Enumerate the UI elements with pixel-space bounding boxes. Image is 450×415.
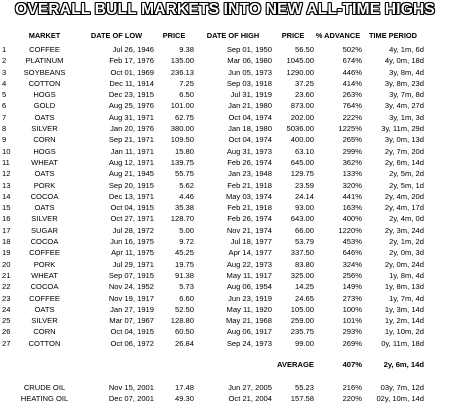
average-period: 2y, 6m, 14d bbox=[383, 360, 424, 370]
row-price-high: 23.59 bbox=[294, 180, 314, 190]
row-market: HEATING OIL bbox=[20, 394, 69, 404]
header-time-period: TIME PERIOD bbox=[368, 31, 418, 40]
row-period: 2y, 3m, 24d bbox=[384, 225, 424, 235]
table-row bbox=[2, 44, 424, 55]
row-price-high: 63.10 bbox=[294, 146, 314, 156]
row-advance: 293% bbox=[342, 327, 362, 337]
row-period: 3y, 0m, 13d bbox=[384, 135, 424, 145]
table-row bbox=[2, 293, 424, 304]
row-period: 1y, 8m, 13d bbox=[384, 282, 424, 292]
row-advance: 400% bbox=[342, 214, 362, 224]
row-date-low: Feb 17, 1976 bbox=[109, 56, 154, 66]
row-advance: 324% bbox=[342, 259, 362, 269]
row-index: 18 bbox=[2, 237, 11, 247]
row-market: PORK bbox=[33, 180, 56, 190]
row-date-high: Aug 22, 1973 bbox=[226, 259, 272, 269]
row-date-low: Jan 27, 1919 bbox=[110, 304, 154, 314]
table-row bbox=[2, 270, 424, 281]
row-date-high: Feb 26, 1974 bbox=[227, 214, 272, 224]
row-period: 3y, 8m, 23d bbox=[384, 78, 424, 88]
row-advance: 1220% bbox=[338, 225, 362, 235]
row-price-high: 1045.00 bbox=[286, 56, 314, 66]
row-index: 27 bbox=[2, 338, 11, 348]
table-row bbox=[2, 157, 424, 168]
row-market: OATS bbox=[34, 169, 55, 179]
row-date-low: Jul 26, 1946 bbox=[112, 45, 154, 54]
header-date-of-low: DATE OF LOW bbox=[90, 31, 143, 40]
table-row bbox=[2, 168, 424, 179]
row-date-high: Feb 21, 1918 bbox=[227, 180, 272, 190]
row-price-low: 380.00 bbox=[170, 124, 194, 134]
row-advance: 320% bbox=[342, 180, 362, 190]
row-index: 5 bbox=[2, 90, 7, 100]
row-date-low: Oct 06, 1972 bbox=[110, 338, 154, 348]
row-advance: 100% bbox=[342, 304, 362, 314]
table-row bbox=[2, 67, 424, 78]
header-market: MARKET bbox=[28, 31, 61, 40]
row-date-low: Mar 07, 1967 bbox=[109, 316, 154, 326]
row-price-low: 45.25 bbox=[174, 248, 194, 258]
row-date-high: Jun 05, 1973 bbox=[228, 67, 272, 77]
row-index: 1 bbox=[2, 45, 7, 54]
row-market: SILVER bbox=[31, 214, 58, 224]
table-extra-rows bbox=[2, 382, 424, 405]
row-market: HOGS bbox=[33, 90, 56, 100]
row-index: 20 bbox=[2, 259, 11, 269]
row-date-high: Oct 21, 2004 bbox=[228, 394, 272, 404]
row-period: 3y, 8m, 4d bbox=[389, 67, 424, 77]
row-price-high: 1290.00 bbox=[286, 67, 314, 77]
table-row bbox=[2, 134, 424, 145]
row-price-low: 6.60 bbox=[179, 293, 194, 303]
row-price-low: 101.00 bbox=[170, 101, 194, 111]
row-advance: 446% bbox=[342, 67, 362, 77]
row-index: 3 bbox=[2, 67, 7, 77]
row-price-high: 93.00 bbox=[294, 203, 314, 213]
row-index bbox=[2, 382, 16, 393]
row-price-high: 645.00 bbox=[290, 157, 314, 167]
row-price-low: 35.38 bbox=[174, 203, 194, 213]
table-row bbox=[2, 315, 424, 326]
row-price-low: 139.75 bbox=[170, 157, 194, 167]
table-row bbox=[2, 236, 424, 247]
row-price-low: 236.13 bbox=[170, 67, 194, 77]
row-date-low: Nov 19, 1917 bbox=[108, 293, 154, 303]
row-date-low: Oct 01, 1969 bbox=[110, 67, 154, 77]
table-row bbox=[2, 112, 424, 123]
row-advance: 502% bbox=[342, 45, 362, 54]
row-price-high: 37.25 bbox=[294, 78, 314, 88]
row-price-low: 62.75 bbox=[174, 112, 194, 122]
row-index: 12 bbox=[2, 169, 11, 179]
row-advance: 362% bbox=[342, 157, 362, 167]
row-index: 24 bbox=[2, 304, 11, 314]
row-date-high: Nov 21, 1974 bbox=[226, 225, 272, 235]
row-date-low: Dec 13, 1971 bbox=[108, 191, 154, 201]
row-price-high: 23.60 bbox=[294, 90, 314, 100]
row-price-high: 66.00 bbox=[294, 225, 314, 235]
row-period: 2y, 4m, 20d bbox=[384, 191, 424, 201]
row-period: 1y, 2m, 14d bbox=[384, 316, 424, 326]
row-index: 10 bbox=[2, 146, 11, 156]
table-row bbox=[2, 225, 424, 236]
row-period: 2y, 6m, 14d bbox=[384, 157, 424, 167]
row-date-low: Jul 28, 1972 bbox=[112, 225, 154, 235]
row-index: 25 bbox=[2, 316, 11, 326]
table-row bbox=[2, 326, 424, 337]
row-date-low: Dec 07, 2001 bbox=[108, 394, 154, 404]
row-period: 2y, 5m, 1d bbox=[389, 180, 424, 190]
table-row bbox=[2, 146, 424, 157]
row-date-high: Jul 18, 1977 bbox=[230, 237, 272, 247]
table-row bbox=[2, 213, 424, 224]
row-date-high: Jul 31, 1919 bbox=[230, 90, 272, 100]
row-date-low: Sep 20, 1915 bbox=[108, 180, 154, 190]
page-title: OVERALL BULL MARKETS INTO NEW ALL-TIME HIGHS bbox=[15, 1, 435, 18]
row-advance: 453% bbox=[342, 237, 362, 247]
row-price-low: 60.50 bbox=[174, 327, 194, 337]
row-advance: 764% bbox=[342, 101, 362, 111]
header-date-of-high: DATE OF HIGH bbox=[206, 31, 260, 40]
header-price-low: PRICE bbox=[162, 31, 186, 40]
row-date-high: May 11, 1920 bbox=[226, 304, 272, 314]
header-index bbox=[2, 30, 16, 44]
row-price-high: 400.00 bbox=[290, 135, 314, 145]
row-index: 13 bbox=[2, 180, 11, 190]
row-index: 17 bbox=[2, 225, 11, 235]
table-row bbox=[2, 123, 424, 134]
table-row bbox=[2, 382, 424, 393]
average-row bbox=[2, 358, 424, 372]
row-date-low: Dec 11, 1914 bbox=[109, 78, 154, 88]
row-market: HOGS bbox=[33, 146, 56, 156]
row-period: 02y, 10m, 14d bbox=[376, 394, 424, 404]
row-market: SOYBEANS bbox=[23, 67, 66, 77]
row-period: 1y, 8m, 4d bbox=[389, 270, 424, 280]
row-market: OATS bbox=[34, 304, 55, 314]
row-advance: 299% bbox=[342, 146, 362, 156]
table-row bbox=[2, 247, 424, 258]
row-date-low: Oct 27, 1971 bbox=[110, 214, 154, 224]
row-period: 2y, 0m, 3d bbox=[389, 248, 424, 258]
row-advance: 646% bbox=[342, 248, 362, 258]
table-row bbox=[2, 393, 424, 404]
row-price-high: 129.75 bbox=[290, 169, 314, 179]
row-index: 22 bbox=[2, 282, 11, 292]
row-period: 4y, 1m, 6d bbox=[389, 45, 424, 54]
row-date-high: Jan 21, 1980 bbox=[228, 101, 272, 111]
row-date-low: Dec 23, 1915 bbox=[108, 90, 154, 100]
row-price-low: 109.50 bbox=[170, 135, 194, 145]
row-date-high: Feb 26, 1974 bbox=[227, 157, 272, 167]
row-advance: 149% bbox=[342, 282, 362, 292]
table-row bbox=[2, 338, 424, 349]
row-date-high: Oct 04, 1974 bbox=[228, 112, 272, 122]
row-price-low: 6.50 bbox=[179, 90, 194, 100]
row-market: OATS bbox=[34, 112, 55, 122]
row-price-low: 5.00 bbox=[179, 225, 194, 235]
table-row bbox=[2, 100, 424, 111]
row-price-low: 5.73 bbox=[179, 282, 194, 292]
row-date-low: Sep 21, 1971 bbox=[108, 135, 154, 145]
row-date-low: Oct 04, 1915 bbox=[110, 203, 154, 213]
row-price-low: 55.75 bbox=[174, 169, 194, 179]
row-price-high: 53.79 bbox=[294, 237, 314, 247]
row-advance: 1225% bbox=[338, 124, 362, 134]
table-summary bbox=[2, 349, 424, 382]
spacer-row bbox=[2, 372, 424, 382]
row-price-low: 128.80 bbox=[170, 316, 194, 326]
table-row bbox=[2, 259, 424, 270]
row-price-high: 56.50 bbox=[294, 45, 314, 54]
row-index: 14 bbox=[2, 191, 11, 201]
table-row bbox=[2, 304, 424, 315]
table-row bbox=[2, 89, 424, 100]
row-date-high: Sep 03, 1918 bbox=[226, 78, 272, 88]
row-market: PLATINUM bbox=[25, 56, 64, 66]
row-price-low: 17.48 bbox=[174, 383, 194, 393]
row-index: 21 bbox=[2, 270, 11, 280]
row-market: CRUDE OIL bbox=[23, 383, 66, 393]
row-date-low: Nov 24, 1952 bbox=[108, 282, 154, 292]
row-market: COCOA bbox=[30, 191, 59, 201]
table-row bbox=[2, 55, 424, 66]
row-market: COTTON bbox=[28, 338, 61, 348]
row-period: 2y, 7m, 20d bbox=[384, 146, 424, 156]
row-market: COCOA bbox=[30, 282, 59, 292]
row-price-low: 4.46 bbox=[179, 191, 194, 201]
row-period: 1y, 7m, 4d bbox=[389, 293, 424, 303]
row-market: COFFEE bbox=[29, 45, 60, 54]
row-date-high: Mar 06, 1980 bbox=[227, 56, 272, 66]
row-price-low: 9.72 bbox=[179, 237, 194, 247]
row-market: COFFEE bbox=[29, 248, 60, 258]
row-date-high: Aug 06, 1917 bbox=[226, 327, 272, 337]
row-price-high: 105.00 bbox=[290, 304, 314, 314]
row-date-high: Jun 27, 2005 bbox=[228, 383, 272, 393]
row-advance: 414% bbox=[342, 78, 362, 88]
row-date-low: Aug 21, 1945 bbox=[108, 169, 154, 179]
row-date-low: Jun 16, 1975 bbox=[110, 237, 154, 247]
row-advance: 133% bbox=[342, 169, 362, 179]
row-period: 2y, 5m, 2d bbox=[389, 169, 424, 179]
row-index bbox=[2, 393, 16, 404]
row-date-high: Sep 24, 1973 bbox=[226, 338, 272, 348]
row-advance: 256% bbox=[342, 270, 362, 280]
row-date-low: Aug 31, 1971 bbox=[108, 112, 154, 122]
row-index: 23 bbox=[2, 293, 11, 303]
row-index: 11 bbox=[2, 157, 10, 167]
row-period: 1y, 10m, 2d bbox=[384, 327, 424, 337]
row-advance: 101% bbox=[342, 316, 362, 326]
row-price-low: 19.75 bbox=[174, 259, 194, 269]
row-price-low: 26.84 bbox=[174, 338, 194, 348]
row-date-low: Oct 04, 1915 bbox=[110, 327, 154, 337]
row-date-high: Jun 23, 1919 bbox=[228, 293, 272, 303]
row-price-low: 128.70 bbox=[170, 214, 194, 224]
row-index: 19 bbox=[2, 248, 11, 258]
row-index: 2 bbox=[2, 56, 7, 66]
row-date-high: Jan 23, 1948 bbox=[228, 169, 272, 179]
row-price-high: 202.00 bbox=[290, 112, 314, 122]
row-date-high: Sep 01, 1950 bbox=[226, 45, 272, 54]
row-date-high: May 21, 1968 bbox=[225, 316, 272, 326]
row-advance: 163% bbox=[342, 203, 362, 213]
row-index: 15 bbox=[2, 203, 11, 213]
row-period: 3y, 11m, 29d bbox=[381, 124, 424, 134]
row-price-high: 55.23 bbox=[294, 383, 314, 393]
row-period: 3y, 4m, 27d bbox=[384, 101, 424, 111]
row-market: SILVER bbox=[31, 124, 58, 134]
row-price-high: 83.80 bbox=[294, 259, 314, 269]
row-date-high: Apr 14, 1977 bbox=[228, 248, 272, 258]
table-row bbox=[2, 202, 424, 213]
row-price-low: 49.30 bbox=[174, 394, 194, 404]
row-market: COTTON bbox=[28, 78, 61, 88]
row-advance: 222% bbox=[342, 112, 362, 122]
row-date-low: Nov 15, 2001 bbox=[108, 383, 154, 393]
row-advance: 263% bbox=[342, 90, 362, 100]
row-advance: 216% bbox=[342, 383, 362, 393]
row-date-low: Apr 11, 1975 bbox=[111, 248, 154, 258]
row-price-low: 52.50 bbox=[174, 304, 194, 314]
row-price-high: 235.75 bbox=[290, 327, 314, 337]
row-market: PORK bbox=[33, 259, 56, 269]
table-body bbox=[2, 44, 424, 349]
row-date-high: Aug 31, 1973 bbox=[226, 146, 272, 156]
row-advance: 220% bbox=[342, 394, 362, 404]
row-date-low: Aug 25, 1976 bbox=[108, 101, 154, 111]
row-price-low: 9.38 bbox=[179, 45, 194, 54]
row-market: CORN bbox=[33, 135, 56, 145]
table-row bbox=[2, 78, 424, 89]
row-date-low: Jul 29, 1971 bbox=[112, 259, 154, 269]
row-price-low: 7.25 bbox=[179, 78, 194, 88]
row-price-low: 135.00 bbox=[170, 56, 194, 66]
header-advance: % ADVANCE bbox=[315, 31, 361, 40]
row-market: CORN bbox=[33, 327, 56, 337]
row-period: 2y, 4m, 0d bbox=[389, 214, 424, 224]
row-period: 0y, 11m, 18d bbox=[381, 338, 424, 348]
row-index: 6 bbox=[2, 101, 7, 111]
row-index: 16 bbox=[2, 214, 11, 224]
row-period: 2y, 0m, 24d bbox=[384, 259, 424, 269]
table-header-row bbox=[2, 30, 424, 44]
row-date-high: Aug 06, 1954 bbox=[226, 282, 272, 292]
row-date-low: Aug 12, 1971 bbox=[108, 157, 154, 167]
row-date-high: Jan 18, 1980 bbox=[228, 124, 272, 134]
row-price-high: 157.58 bbox=[290, 394, 314, 404]
row-date-high: May 11, 1917 bbox=[226, 270, 272, 280]
row-date-low: Jan 11, 1971 bbox=[110, 146, 154, 156]
row-advance: 265% bbox=[342, 135, 362, 145]
row-index: 8 bbox=[2, 124, 7, 134]
row-period: 03y, 7m, 12d bbox=[380, 383, 424, 393]
row-market: OATS bbox=[34, 203, 55, 213]
row-date-high: May 03, 1974 bbox=[225, 191, 272, 201]
row-market: SILVER bbox=[31, 316, 58, 326]
row-date-high: Feb 21, 1918 bbox=[227, 203, 272, 213]
row-period: 3y, 7m, 8d bbox=[389, 90, 424, 100]
average-advance: 407% bbox=[342, 360, 362, 370]
row-price-high: 14.25 bbox=[294, 282, 314, 292]
row-market: WHEAT bbox=[31, 270, 58, 280]
row-price-low: 91.38 bbox=[174, 270, 194, 280]
row-price-high: 24.14 bbox=[294, 191, 314, 201]
row-advance: 441% bbox=[342, 191, 362, 201]
row-price-high: 259.00 bbox=[290, 316, 314, 326]
row-index: 9 bbox=[2, 135, 7, 145]
row-market: SUGAR bbox=[30, 225, 58, 235]
row-price-low: 5.62 bbox=[179, 180, 194, 190]
row-date-low: Sep 07, 1915 bbox=[108, 270, 154, 280]
bull-markets-table bbox=[2, 30, 424, 405]
row-index: 4 bbox=[2, 78, 7, 88]
row-price-high: 643.00 bbox=[290, 214, 314, 224]
table-row bbox=[2, 281, 424, 292]
row-date-high: Oct 04, 1974 bbox=[228, 135, 272, 145]
row-period: 2y, 1m, 2d bbox=[389, 237, 424, 247]
row-advance: 269% bbox=[342, 338, 362, 348]
header-price-high: PRICE bbox=[281, 31, 305, 40]
row-market: COCOA bbox=[30, 237, 59, 247]
row-period: 1y, 3m, 14d bbox=[384, 304, 424, 314]
row-price-high: 99.00 bbox=[294, 338, 314, 348]
average-label: AVERAGE bbox=[277, 360, 314, 370]
row-price-high: 5036.00 bbox=[286, 124, 314, 134]
row-advance: 273% bbox=[342, 293, 362, 303]
row-market: GOLD bbox=[33, 101, 56, 111]
row-market: WHEAT bbox=[31, 157, 58, 167]
row-price-high: 873.00 bbox=[290, 101, 314, 111]
row-index: 7 bbox=[2, 112, 7, 122]
row-market: COFFEE bbox=[29, 293, 60, 303]
row-price-low: 15.80 bbox=[174, 146, 194, 156]
row-index: 26 bbox=[2, 327, 11, 337]
row-advance: 674% bbox=[342, 56, 362, 66]
row-period: 4y, 0m, 18d bbox=[384, 56, 424, 66]
row-price-high: 337.50 bbox=[290, 248, 314, 258]
row-price-high: 325.00 bbox=[290, 270, 314, 280]
table-row bbox=[2, 191, 424, 202]
row-date-low: Jan 20, 1976 bbox=[110, 124, 154, 134]
row-period: 2y, 4m, 17d bbox=[384, 203, 424, 213]
spacer-row bbox=[2, 349, 424, 358]
row-period: 3y, 1m, 3d bbox=[389, 112, 424, 122]
table-row bbox=[2, 180, 424, 191]
row-price-high: 24.65 bbox=[294, 293, 314, 303]
